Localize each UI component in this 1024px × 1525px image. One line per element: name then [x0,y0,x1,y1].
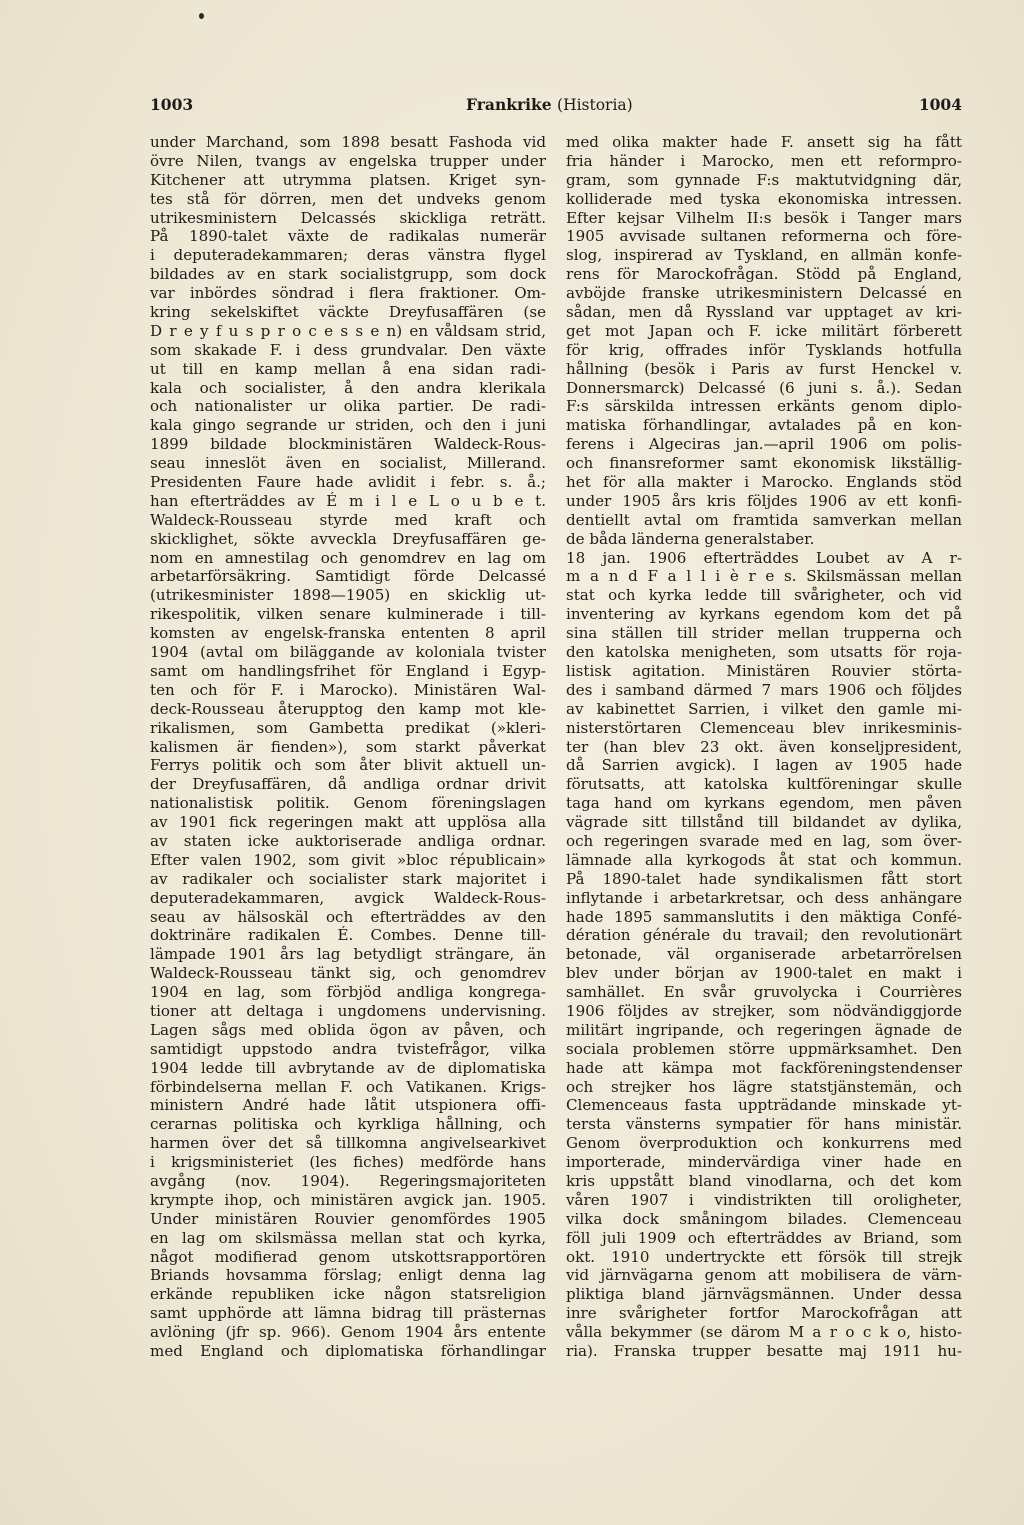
text-line: övre Nilen, tvangs av engelska trupper under [150,151,546,170]
text-line: samtidigt uppstodo andra tvistefrågor, vilka [150,1039,546,1058]
text-line: Ferrys politik och som åter blivit aktuell un- [150,756,546,775]
text-line: sociala problemen större uppmärksamhet. Den [566,1039,962,1058]
text-line: hade att kämpa mot fackföreningstendenser [566,1058,962,1077]
text-line: pliktiga bland järnvägsmännen. Under dessa [566,1285,962,1304]
text-line: vägrade sitt tillstånd till bildandet av dylika, [566,813,962,832]
text-line: hade 1895 sammanslutits i den mäktiga Confé- [566,907,962,926]
text-line: stat och kyrka ledde till svårigheter, och vid [566,586,962,605]
running-title-main: Frankrike [466,95,552,114]
text-line: tioner att deltaga i ungdomens undervisning. [150,1001,546,1020]
text-line: F:s särskilda intressen erkänts genom diplo- [566,397,962,416]
text-line: med England och diplomatiska förhandlingar [150,1342,546,1360]
text-line: Under ministären Rouvier genomfördes 1905 [150,1209,546,1228]
text-line: gram, som gynnade F:s maktutvidgning där, [566,170,962,189]
text-line: Presidenten Faure hade avlidit i febr. s. å.; [150,473,546,492]
text-line: inventering av kyrkans egendom kom det på [566,605,962,624]
text-line: i deputeradekammaren; deras vänstra flygel [150,246,546,265]
text-line: ria). Franska trupper besatte maj 1911 hu- [566,1342,962,1360]
text-line: kring sekelskiftet väckte Dreyfusaffären (se [150,303,546,322]
text-line: 1904 (avtal om biläggande av koloniala tvister [150,643,546,662]
running-title [466,95,633,114]
text-line: den katolska menigheten, som utsatts för roja- [566,643,962,662]
text-line: nisterstörtaren Clemenceau blev inrikesminis- [566,718,962,737]
text-line: seau av hälsoskäl och efterträddes av den [150,907,546,926]
text-line: något modifierad genom utskottsrapportören [150,1247,546,1266]
text-line: var inbördes söndrad i flera fraktioner. Om- [150,284,546,303]
text-line: deck-Rousseau återupptog den kamp mot kle- [150,699,546,718]
text-line: ten och för F. i Marocko). Ministären Wal- [150,680,546,699]
text-line: listisk agitation. Ministären Rouvier störta- [566,661,962,680]
text-line: nom en amnestilag och genomdrev en lag om [150,548,546,567]
text-line: ferens i Algeciras jan.—april 1906 om polis- [566,435,962,454]
text-line: och finansreformer samt ekonomisk likställig- [566,454,962,473]
text-line: för krig, offrades inför Tysklands hotfulla [566,340,962,359]
text-line: samt om handlingsfrihet för England i Egyp- [150,661,546,680]
text-line: 1899 bildade blockministären Waldeck-Rous- [150,435,546,454]
text-line: kris uppstått bland vinodlarna, och det kom [566,1171,962,1190]
text-line: 1904 en lag, som förbjöd andliga kongrega- [150,983,546,1002]
text-line: Waldeck-Rousseau styrde med kraft och [150,510,546,529]
text-line: hållning (besök i Paris av furst Henckel v. [566,359,962,378]
text-line: taga hand om kyrkans egendom, men påven [566,794,962,813]
text-line: samt upphörde att lämna bidrag till prästernas [150,1304,546,1323]
text-line: importerade, mindervärdiga viner hade en [566,1153,962,1172]
text-line: m a n d F a l l i è r e s. Skilsmässan mellan [566,567,962,586]
text-line: med olika makter hade F. ansett sig ha fått [566,133,962,151]
text-line: Lagen sågs med oblida ögon av påven, och [150,1020,546,1039]
text-line: och nationalister ur olika partier. De radi- [150,397,546,416]
text-line: På 1890-talet växte de radikalas numerär [150,227,546,246]
text-line: ministern André hade låtit utspionera offi- [150,1096,546,1115]
text-line: 1904 ledde till avbrytande av de diplomatiska [150,1058,546,1077]
text-line: betonade, väl organiserade arbetarrörelsen [566,945,962,964]
text-line: avböjde franske utrikesministern Delcassé en [566,284,962,303]
text-line: okt. 1910 undertryckte ett försök till strejk [566,1247,962,1266]
text-line: slog, inspirerad av Tyskland, en allmän konfe- [566,246,962,265]
text-line: inre svårigheter fortfor Marockofrågan att [566,1304,962,1323]
text-line: fria händer i Marocko, men ett reformpro- [566,151,962,170]
text-line: avgång (nov. 1904). Regeringsmajoriteten [150,1171,546,1190]
text-line: då Sarrien avgick). I lagen av 1905 hade [566,756,962,775]
text-line: Efter valen 1902, som givit »bloc républicain» [150,850,546,869]
text-line: Efter kejsar Vilhelm II:s besök i Tanger mars [566,208,962,227]
text-line: en lag om skilsmässa mellan stat och kyrka, [150,1228,546,1247]
text-line: rikalismen, som Gambetta predikat (»kleri- [150,718,546,737]
text-line: Clemenceaus fasta uppträdande minskade yt- [566,1096,962,1115]
text-line: der Dreyfusaffären, då andliga ordnar drivit [150,775,546,794]
text-line: militärt ingripande, och regeringen ägnade de [566,1020,962,1039]
text-line: arbetarförsäkring. Samtidigt förde Delcassé [150,567,546,586]
text-line: doktrinäre radikalen É. Combes. Denne till- [150,926,546,945]
text-line: och strejker hos lägre statstjänstemän, och [566,1077,962,1096]
text-line: 18 jan. 1906 efterträddes Loubet av A r- [566,548,962,567]
text-column-right [566,133,962,1361]
text-line: get mot Japan och F. icke militärt förberett [566,321,962,340]
text-line: av kabinettet Sarrien, i vilket den gamle mi- [566,699,962,718]
text-line: ut till en kamp mellan å ena sidan radi- [150,359,546,378]
text-line: deputeradekammaren, avgick Waldeck-Rous- [150,888,546,907]
text-line: komsten av engelsk-franska ententen 8 april [150,624,546,643]
text-line: lämpade 1901 års lag betydligt strängare, än [150,945,546,964]
text-line: skicklighet, sökte avveckla Dreyfusaffären ge- [150,529,546,548]
text-line: av staten icke auktoriserade andliga ordnar. [150,831,546,850]
text-line: våren 1907 i vindistrikten till oroligheter, [566,1190,962,1209]
text-line: tes stå för dörren, men det undveks genom [150,189,546,208]
text-line: av radikaler och socialister stark majoritet i [150,869,546,888]
page-number-left: 1003 [150,95,194,114]
text-line: kala och socialister, å den andra klerikala [150,378,546,397]
text-line: het för alla makter i Marocko. Englands stöd [566,473,962,492]
text-line: erkände republiken icke någon statsreligion [150,1285,546,1304]
text-line: i krigsministeriet (les fiches) medförde hans [150,1153,546,1172]
text-line: under 1905 års kris följdes 1906 av ett konfi- [566,491,962,510]
text-line: dentiellt avtal om framtida samverkan mellan [566,510,962,529]
text-line: bildades av en stark socialistgrupp, som dock [150,265,546,284]
text-line: harmen över det så tillkomna angivelsearkivet [150,1134,546,1153]
text-line: sådan, men då Ryssland var upptaget av kri- [566,303,962,322]
text-line: tersta vänsterns sympatier för hans ministär. [566,1115,962,1134]
text-line: ter (han blev 23 okt. även konseljpresident, [566,737,962,756]
text-line: förutsatts, att katolska kultföreningar skulle [566,775,962,794]
text-line: dération générale du travail; den revolutionärt [566,926,962,945]
page-number-right: 1004 [918,95,962,114]
text-line: av 1901 fick regeringen makt att upplösa alla [150,813,546,832]
text-line: D r e y f u s p r o c e s s e n) en våldsam strid, [150,321,546,340]
text-line: förbindelserna mellan F. och Vatikanen. Krigs- [150,1077,546,1096]
text-line: rikespolitik, vilken senare kulminerade i till- [150,605,546,624]
text-line: des i samband därmed 7 mars 1906 och följdes [566,680,962,699]
text-line: under Marchand, som 1898 besatt Fashoda vid [150,133,546,151]
text-line: Briands hovsamma förslag; enligt denna lag [150,1266,546,1285]
text-line: utrikesministern Delcassés skickliga reträtt. [150,208,546,227]
text-line: blev under början av 1900-talet en makt i [566,964,962,983]
text-line: (utrikesminister 1898—1905) en skicklig ut- [150,586,546,605]
text-line: som skakade F. i dess grundvalar. Den växte [150,340,546,359]
text-line: de båda länderna generalstaber. [566,529,815,548]
text-line: han efterträddes av É m i l e L o u b e t. [150,491,546,510]
text-line: 1905 avvisade sultanen reformerna och före- [566,227,962,246]
text-line: kalismen är fienden»), som starkt påverkat [150,737,546,756]
text-line: seau inneslöt även en socialist, Millerand. [150,454,546,473]
text-line: Kitchener att utrymma platsen. Kriget syn- [150,170,546,189]
text-line: Genom överproduktion och konkurrens med [566,1134,962,1153]
text-line: rens för Marockofrågan. Stödd på England, [566,265,962,284]
text-line: sina ställen till strider mellan trupperna och [566,624,962,643]
text-line: nationalistisk politik. Genom föreningslagen [150,794,546,813]
text-line: samhället. En svår gruvolycka i Courrières [566,983,962,1002]
text-line: kala gingo segrande ur striden, och den i juni [150,416,546,435]
text-line: vilka dock småningom bilades. Clemenceau [566,1209,962,1228]
page-header [150,95,962,117]
text-line: matiska förhandlingar, avtalades på en kon- [566,416,962,435]
text-line: lämnade alla kyrkogods åt stat och kommun. [566,850,962,869]
text-line: kolliderade med tyska ekonomiska intressen. [566,189,962,208]
text-line: cerarnas politiska och kyrkliga hållning, och [150,1115,546,1134]
text-line: vid järnvägarna genom att mobilisera de värn- [566,1266,962,1285]
text-column-left [150,133,546,1361]
text-line: vålla bekymmer (se därom M a r o c k o, histo- [566,1323,962,1342]
text-line: och regeringen svarade med en lag, som över- [566,831,962,850]
text-line: avlöning (jfr sp. 966). Genom 1904 års entente [150,1323,546,1342]
text-line: På 1890-talet hade syndikalismen fått stort [566,869,962,888]
text-line: 1906 följdes av strejker, som nödvändiggjorde [566,1001,962,1020]
text-line: inflytande i arbetarkretsar, och dess anhängare [566,888,962,907]
text-line: föll juli 1909 och efterträddes av Briand, som [566,1228,962,1247]
text-line: Donnersmarck) Delcassé (6 juni s. å.). Sedan [566,378,962,397]
ink-speck [199,13,204,19]
running-title-sub: (Historia) [557,96,633,114]
text-line: krympte ihop, och ministären avgick jan. 1905. [150,1190,546,1209]
text-line: Waldeck-Rousseau tänkt sig, och genomdrev [150,964,546,983]
